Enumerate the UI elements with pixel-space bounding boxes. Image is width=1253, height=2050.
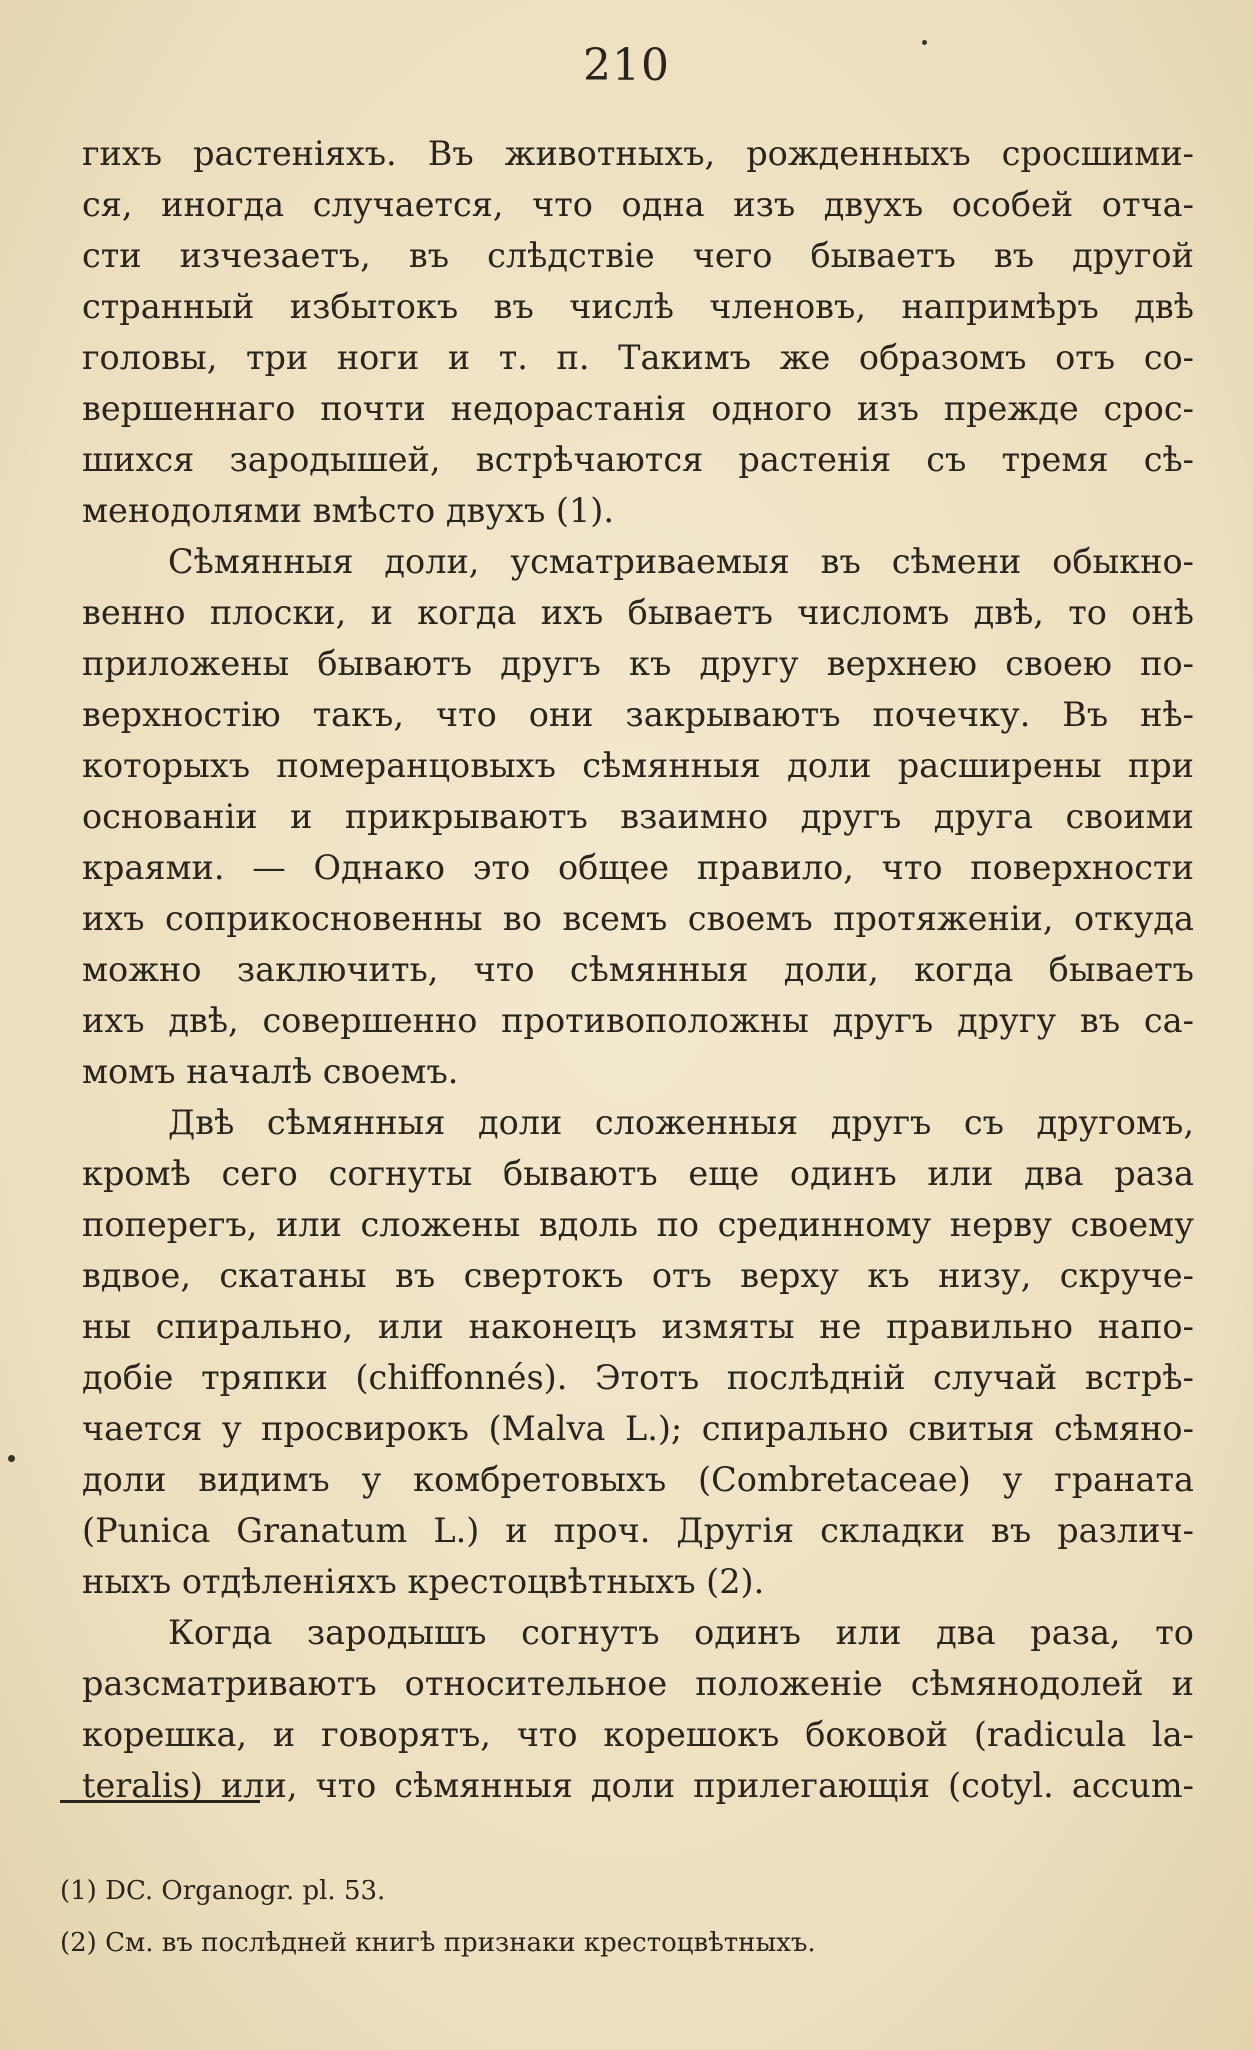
footnote-1: (1) DC. Organogr. pl. 53. [60, 1876, 386, 1906]
word: сросшими- [1001, 134, 1194, 173]
text-line [82, 1709, 1194, 1760]
word: что [516, 1715, 578, 1754]
word: нерву [949, 1205, 1052, 1244]
word: сѣ- [1143, 440, 1194, 479]
word: онѣ [1131, 593, 1194, 632]
word: шихся [82, 440, 195, 479]
word: прилегающiя [693, 1766, 931, 1805]
word: Другiя [676, 1511, 795, 1550]
text-line [82, 1556, 1194, 1607]
word: свертокъ [463, 1256, 624, 1295]
word: когда [914, 950, 1014, 989]
word: другомъ, [1036, 1103, 1194, 1142]
word: одна [621, 185, 705, 224]
word: и [505, 1511, 528, 1550]
word: въ [820, 542, 861, 581]
text-line [82, 383, 1194, 434]
word: усматриваемыя [510, 542, 790, 581]
word: и [272, 1715, 296, 1754]
word: кромѣ [82, 1154, 191, 1193]
word: то [1068, 593, 1107, 632]
text-line [82, 1403, 1194, 1454]
word: растенiяхъ. [193, 134, 397, 173]
word: и [370, 593, 393, 632]
ink-speck [8, 1455, 15, 1462]
word: Однако [313, 848, 446, 887]
word: растенiя [738, 440, 892, 479]
word: вдвое, [82, 1256, 191, 1295]
word: одного [711, 389, 833, 428]
word: бываетъ [810, 236, 956, 275]
word: своемъ [687, 899, 813, 938]
word: послѣднiй [726, 1358, 906, 1397]
text-line [82, 128, 1194, 179]
word: же [779, 338, 831, 377]
word: (cotyl. [948, 1766, 1054, 1805]
word: одинъ [789, 1154, 897, 1193]
word: положенiе [695, 1664, 883, 1703]
word: по- [1140, 644, 1194, 683]
word: протяженiи, [833, 899, 1054, 938]
word: напримѣръ [901, 287, 1099, 326]
word: говорятъ, [321, 1715, 491, 1754]
word: почечку. [872, 695, 1031, 734]
word: иногда [161, 185, 285, 224]
word: у [1002, 1460, 1023, 1499]
text-line [82, 230, 1194, 281]
word: еще [688, 1154, 760, 1193]
word: скруче- [1059, 1256, 1194, 1295]
text-line [82, 1199, 1194, 1250]
word: случай [933, 1358, 1058, 1397]
word: въ [993, 236, 1035, 275]
word: Granatum [236, 1511, 408, 1550]
word: или [377, 1307, 444, 1346]
word: въ [1079, 1001, 1121, 1040]
word: головы, [82, 338, 218, 377]
word: въ [991, 1511, 1032, 1550]
word: ихъ [82, 1001, 145, 1040]
word: бываетъ [627, 593, 773, 632]
word: складки [820, 1511, 966, 1550]
text-line [82, 1046, 1194, 1097]
word: друга [933, 797, 1034, 836]
word: что [315, 1766, 377, 1805]
word: это [472, 848, 531, 887]
word: двѣ, [168, 1001, 239, 1040]
line-text: ныхъ отдѣленiяхъ крестоцвѣтныхъ (2). [82, 1562, 765, 1601]
word: чего [692, 236, 773, 275]
word: отъ [651, 1256, 712, 1295]
word: животныхъ, [504, 134, 716, 173]
word: сложены [360, 1205, 521, 1244]
word: тремя [1001, 440, 1109, 479]
word: померанцовыхъ [276, 746, 556, 785]
word: отъ [1055, 338, 1116, 377]
word: accum- [1071, 1766, 1194, 1805]
word: поперегъ, [82, 1205, 258, 1244]
footnote-2: (2) См. въ послѣдней книгѣ признаки крестоцвѣтныхъ. [60, 1928, 816, 1958]
word: въ [394, 1256, 436, 1295]
word: наконецъ [468, 1307, 637, 1346]
footnotes [60, 1865, 1160, 1969]
word: бываетъ [1048, 950, 1194, 989]
word: L.); [624, 1409, 683, 1448]
word: своею [1005, 644, 1112, 683]
word: къ [867, 1256, 910, 1295]
word: согнуты [328, 1154, 473, 1193]
word: ся, [82, 185, 133, 224]
word: Въ [1062, 695, 1109, 734]
word: съ [926, 440, 967, 479]
text-line [82, 740, 1194, 791]
text-line [82, 1505, 1194, 1556]
word: не [819, 1307, 862, 1346]
word: сѣмянныя [582, 746, 761, 785]
word: нѣ- [1140, 695, 1194, 734]
word: правильно [886, 1307, 1074, 1346]
text-line [82, 944, 1194, 995]
word: встрѣ- [1084, 1358, 1194, 1397]
word: доли [787, 746, 872, 785]
word: изъ [733, 185, 796, 224]
word: другъ [800, 797, 902, 836]
word: двѣ [1134, 287, 1194, 326]
word: приложены [82, 644, 290, 683]
word: са- [1143, 1001, 1194, 1040]
word: почти [320, 389, 426, 428]
word: различ- [1057, 1511, 1194, 1550]
word: основанiи [82, 797, 258, 836]
word: недорастанiя [450, 389, 687, 428]
word: ноги [336, 338, 420, 377]
word: слѣдствiе [487, 236, 655, 275]
word: что [473, 950, 535, 989]
footnote-divider [60, 1800, 260, 1803]
text-line [82, 1352, 1194, 1403]
word: общее [558, 848, 670, 887]
word: просвирокъ [261, 1409, 469, 1448]
word: другъ [832, 1001, 934, 1040]
word: во [502, 899, 542, 938]
word: у [361, 1460, 382, 1499]
word: своему [1070, 1205, 1194, 1244]
word: соприкосновенны [165, 899, 483, 938]
word: верхнею [826, 644, 978, 683]
word: зародышей, [229, 440, 441, 479]
word: отча- [1101, 185, 1194, 224]
word: одинъ [694, 1613, 801, 1652]
word: сего [221, 1154, 298, 1193]
word: (chiffonnés). [355, 1358, 568, 1397]
word: ихъ [82, 899, 145, 938]
word: венно [82, 593, 186, 632]
word: въ [493, 287, 534, 326]
text-line [82, 179, 1194, 230]
word: доли [590, 1766, 676, 1805]
word: граната [1054, 1460, 1194, 1499]
word: верху [740, 1256, 839, 1295]
text-line [82, 842, 1194, 893]
word: разсматриваютъ [82, 1664, 377, 1703]
body-text [82, 128, 1194, 1811]
word: двѣ, [973, 593, 1044, 632]
word: три [245, 338, 309, 377]
word: при [1127, 746, 1194, 785]
text-line [82, 638, 1194, 689]
word: что [532, 185, 593, 224]
word: низу, [938, 1256, 1032, 1295]
text-line [82, 1658, 1194, 1709]
text-line [82, 791, 1194, 842]
word: Сѣмянныя [168, 542, 354, 581]
text-line [82, 536, 1194, 587]
text-line [82, 1454, 1194, 1505]
word: спирально [701, 1409, 889, 1448]
word: заключить, [236, 950, 439, 989]
word: напо- [1097, 1307, 1194, 1346]
word: сѣмени [891, 542, 1022, 581]
line-text: менодолями вмѣсто двухъ (1). [82, 491, 615, 530]
text-line [82, 995, 1194, 1046]
word: обыкно- [1052, 542, 1194, 581]
word: совершенно [262, 1001, 478, 1040]
word: своими [1065, 797, 1194, 836]
text-line [82, 689, 1194, 740]
word: и [447, 338, 471, 377]
word: L.) [433, 1511, 480, 1550]
text-line [82, 1148, 1194, 1199]
word: странный [82, 287, 255, 326]
word: и [1171, 1664, 1194, 1703]
text-line [82, 332, 1194, 383]
word: рожденныхъ [746, 134, 971, 173]
word: закрываютъ [625, 695, 841, 734]
word: сложенныя [594, 1103, 799, 1142]
word: Въ [427, 134, 474, 173]
word: раза [1114, 1154, 1194, 1193]
word: вдоль [538, 1205, 639, 1244]
word: по [656, 1205, 700, 1244]
word: вершеннаго [82, 389, 296, 428]
word: членовъ, [709, 287, 866, 326]
word: другой [1072, 236, 1194, 275]
word: сѣмяно- [1053, 1409, 1194, 1448]
word: плоски, [209, 593, 347, 632]
text-line [82, 1097, 1194, 1148]
word: другъ [500, 644, 601, 683]
word: противоположны [501, 1001, 809, 1040]
text-line [82, 893, 1194, 944]
word: всемъ [562, 899, 668, 938]
word: изъ [857, 389, 919, 428]
word: сѣмянодолей [910, 1664, 1144, 1703]
word: зародышъ [306, 1613, 487, 1652]
word: т. [498, 338, 528, 377]
word: взаимно [620, 797, 769, 836]
text-line [82, 485, 1194, 536]
text-line [82, 1250, 1194, 1301]
word: то [1155, 1613, 1194, 1652]
word: (Combretaceae) [698, 1460, 971, 1499]
word: проч. [553, 1511, 651, 1550]
word: расширены [897, 746, 1102, 785]
word: такъ, [312, 695, 405, 734]
word: особей [951, 185, 1074, 224]
word: или, [220, 1766, 298, 1805]
word: правило, [696, 848, 854, 887]
word: п. [556, 338, 590, 377]
word: со- [1143, 338, 1194, 377]
word: скатаны [219, 1256, 367, 1295]
word: въ [408, 236, 450, 275]
word: добiе [82, 1358, 174, 1397]
word: или [927, 1154, 994, 1193]
word: срединному [717, 1205, 932, 1244]
word: чается [82, 1409, 203, 1448]
word: встрѣчаются [475, 440, 704, 479]
word: избытокъ [289, 287, 459, 326]
word: сѣмянныя [569, 950, 749, 989]
word: комбретовыхъ [413, 1460, 667, 1499]
text-line [82, 281, 1194, 332]
word: прежде [943, 389, 1079, 428]
word: бываютъ [317, 644, 473, 683]
word: относительное [404, 1664, 668, 1703]
text-line [82, 587, 1194, 638]
text-line [82, 1607, 1194, 1658]
word: и [290, 797, 313, 836]
word: ихъ [540, 593, 604, 632]
word: доли [477, 1103, 563, 1142]
word: сти [82, 236, 142, 275]
word: поверхности [970, 848, 1194, 887]
word: боковой [805, 1715, 949, 1754]
word: можно [82, 950, 202, 989]
word: или [275, 1205, 342, 1244]
word: гихъ [82, 134, 163, 173]
word: они [528, 695, 594, 734]
word: что [435, 695, 497, 734]
word: срос- [1103, 389, 1194, 428]
word: два [936, 1613, 996, 1652]
word: спирально, [155, 1307, 354, 1346]
word: Когда [168, 1613, 273, 1652]
word: къ [629, 644, 672, 683]
word: изчезаетъ, [179, 236, 371, 275]
text-line [82, 1301, 1194, 1352]
word: числомъ [797, 593, 950, 632]
word: доли [82, 1460, 167, 1499]
text-line [82, 434, 1194, 485]
word: случается, [312, 185, 504, 224]
word: раза, [1030, 1613, 1121, 1652]
word: корешка, [82, 1715, 248, 1754]
word: числѣ [569, 287, 674, 326]
word: Этотъ [594, 1358, 700, 1397]
ink-speck [922, 40, 927, 45]
word: свитыя [908, 1409, 1035, 1448]
word: которыхъ [82, 746, 251, 785]
word: два [1024, 1154, 1084, 1193]
word: бываютъ [503, 1154, 658, 1193]
word: Двѣ [168, 1103, 235, 1142]
word: или [835, 1613, 902, 1652]
word: Такимъ [618, 338, 752, 377]
word: образомъ [858, 338, 1027, 377]
word: краями. [82, 848, 225, 887]
word: сѣмянныя [266, 1103, 446, 1142]
word: другу [699, 644, 799, 683]
word: другъ [830, 1103, 932, 1142]
page-number: 210 [583, 40, 670, 91]
word: (Punica [82, 1511, 211, 1550]
word: двухъ [823, 185, 924, 224]
word: прикрываютъ [344, 797, 588, 836]
word: у [221, 1409, 242, 1448]
word: сѣмянныя [394, 1766, 573, 1805]
word: (radicula [973, 1715, 1127, 1754]
word: съ [963, 1103, 1004, 1142]
word: — [252, 848, 286, 887]
word: тряпки [201, 1358, 328, 1397]
word: откуда [1074, 899, 1194, 938]
word: другу [957, 1001, 1057, 1040]
word: верхностiю [82, 695, 281, 734]
word: что [881, 848, 943, 887]
word: (Malva [488, 1409, 606, 1448]
word: видимъ [198, 1460, 330, 1499]
word: la- [1151, 1715, 1194, 1754]
text-line [82, 1760, 1194, 1811]
word: когда [417, 593, 517, 632]
line-text: момъ началѣ своемъ. [82, 1052, 459, 1091]
word: teralis) [82, 1766, 203, 1805]
word: согнутъ [521, 1613, 660, 1652]
word: корешокъ [603, 1715, 780, 1754]
word: доли, [783, 950, 879, 989]
word: измяты [661, 1307, 795, 1346]
word: ны [82, 1307, 131, 1346]
word: доли, [384, 542, 480, 581]
